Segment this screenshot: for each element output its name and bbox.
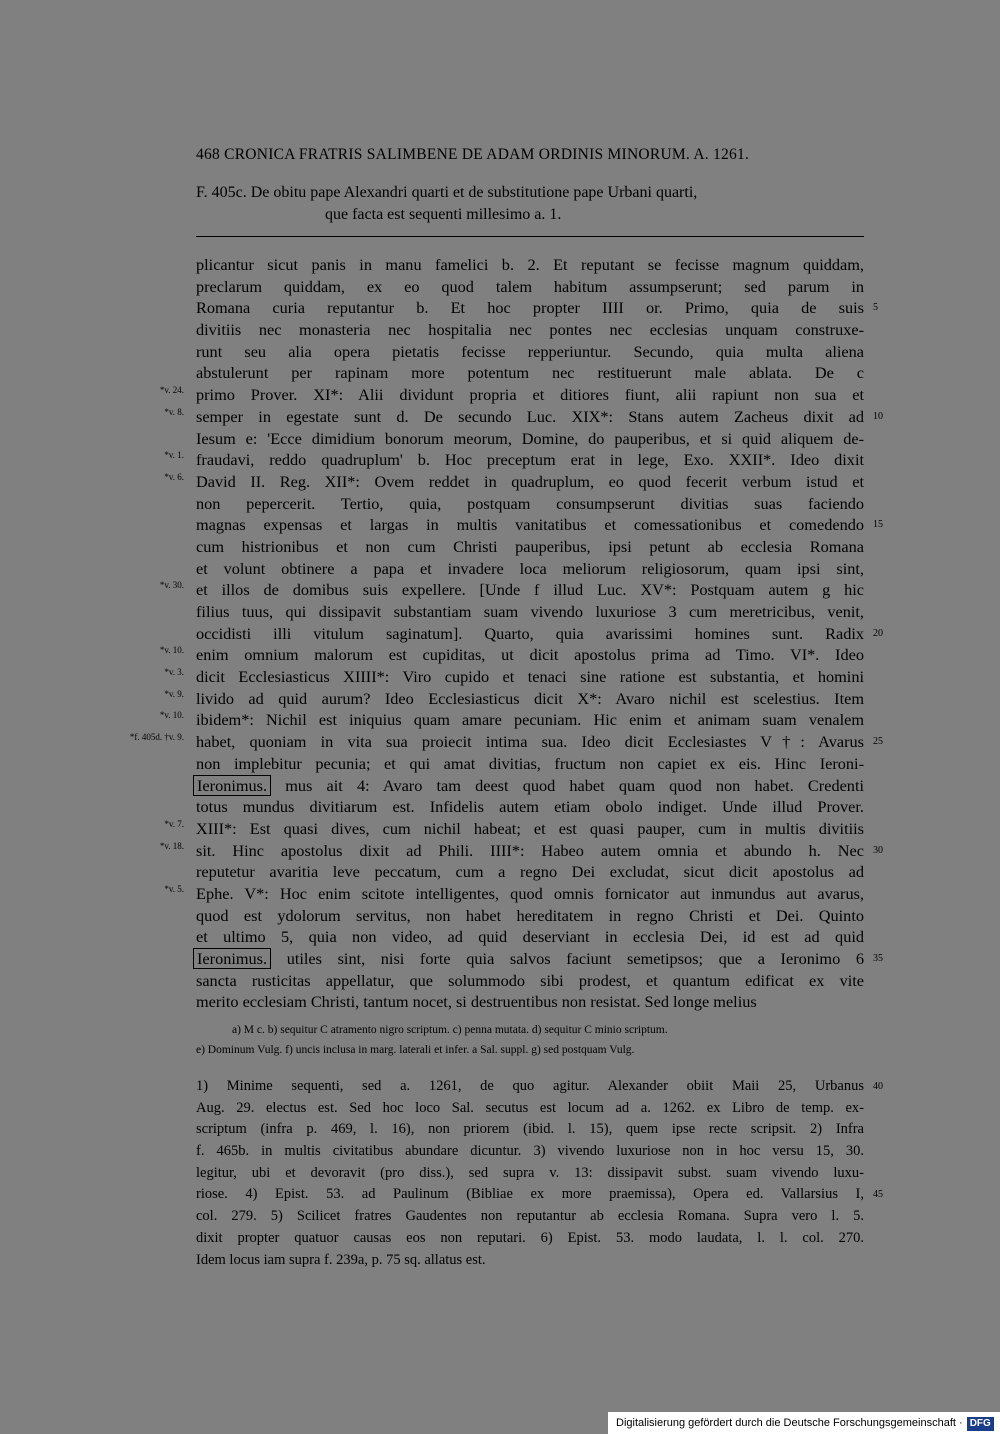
main-text-text: runt seu alia opera pietatis fecisse repperiuntur. Secundo, quia multa aliena (196, 341, 864, 361)
margin-reference: *v. 9. (164, 688, 184, 699)
main-text-line (196, 775, 864, 797)
main-text-text: et volunt obtinere a papa et invadere loca meliorum religiosorum, quam ipsi sint, (196, 558, 864, 578)
heading-rule (196, 236, 864, 237)
main-text-line (159, 579, 864, 601)
main-text-text: preclarum quiddam, ex eo quod talem habitum assumpserunt; sed parum in (196, 276, 864, 296)
main-text-text: utiles sint, nisi forte quia salvos faciunt semetipsos; que a Ieronimo 6 (286, 949, 864, 968)
note-text: Aug. 29. electus est. Sed hoc loco Sal. secutus est locum ad a. 1262. ex Libro de temp. ex- (196, 1099, 864, 1116)
main-text-line (196, 861, 864, 883)
main-text-text: abstulerunt per rapinam more potentum nec restituerunt male ablata. De c (196, 363, 864, 383)
main-text-text: sancta rusticitas appellatur, que solummodo sibi prodest, et quantum edificat ex vite (196, 970, 864, 990)
main-text-line (159, 644, 864, 666)
dfg-logo: DFG (967, 1417, 994, 1431)
main-text-line (196, 319, 864, 341)
boxed-marginal-name: Ieronimus. (193, 775, 271, 796)
note-line (196, 1119, 864, 1141)
main-text-text: et illos de domibus suis expellere. [Unde f illud Luc. XV*: Postquam autem g hic (196, 580, 864, 600)
line-number: 40 (873, 1081, 883, 1092)
main-text-text: David II. Reg. XII*: Ovem reddet in quadruplum, eo quod fecerit verbum istud et (196, 471, 864, 491)
main-text-text: Ephe. V*: Hoc enim scitote intelligentes, quod omnis fornicator aut inmundus aut avarus, (196, 883, 864, 903)
note-line (196, 1076, 883, 1098)
line-number: 45 (873, 1189, 883, 1201)
main-text-line (196, 970, 864, 992)
main-text-text: fraudavi, reddo quadruplum' b. Hoc preceptum erat in lege, Exo. XXII*. Ideo dixit (196, 450, 864, 470)
margin-reference: *f. 405d. †v. 9. (129, 732, 184, 743)
note-line (196, 1098, 864, 1120)
main-text-line (196, 428, 864, 450)
main-text-line (196, 493, 864, 515)
main-text-text: XIII*: Est quasi dives, cum nichil habeat; et est quasi pauper, cum in multis divitiis (196, 818, 864, 838)
main-text-text: et ultimo 5, quia non video, ad quid deserviant in ecclesia Dei, id est ad quid (196, 927, 864, 947)
note-text: riose. 4) Epist. 53. ad Paulinum (Bibliae ex more praemissa), Opera ed. Vallarsius I, (196, 1186, 864, 1203)
main-text-text: totus mundus divitiarum est. Infidelis autem etiam obolo indiget. Unde illud Prover. (196, 797, 864, 817)
margin-reference: *v. 8. (164, 406, 184, 417)
main-text-text: semper in egestate sunt d. De secundo Luc. XIX*: Stans autem Zacheus dixit ad (196, 406, 864, 426)
margin-reference: *v. 6. (164, 471, 184, 482)
main-text-text: quod est ydolorum servitus, non habet hereditatem in regno Christi et Dei. Quinto (196, 905, 864, 925)
note-text: scriptum (infra p. 469, l. 16), non priorem (ibid. l. 15), quem ipse recte scripsit. 2) Infra (196, 1121, 864, 1138)
editorial-notes (196, 1076, 883, 1271)
line-number: 5 (873, 302, 878, 314)
margin-reference: *v. 1. (164, 450, 184, 461)
note-text: dixit propter quatuor causas eos non reputari. 6) Epist. 53. modo laudata, l. l. col. 270. (196, 1229, 864, 1246)
main-text-line (159, 840, 883, 862)
main-text-text: non pepercerit. Tertio, quia, postquam consumpserunt divitias suas faciendo (196, 493, 864, 513)
main-text-line (159, 709, 864, 731)
main-text-text: Romana curia reputantur b. Et hoc propter IIII or. Primo, quia de suis (196, 298, 864, 318)
main-text-text: merito ecclesiam Christi, tantum nocet, si destruentibus non resistat. Sed longe melius (196, 992, 757, 1012)
margin-reference: *v. 7. (164, 818, 184, 829)
main-text-line (196, 926, 864, 948)
digitization-credit (608, 1412, 1000, 1434)
margin-reference: *v. 30. (159, 580, 184, 591)
main-text-line (196, 536, 864, 558)
main-text-line (196, 254, 864, 276)
line-number: 30 (873, 844, 883, 856)
main-text-line (196, 558, 864, 580)
main-text-line (196, 276, 864, 298)
main-text-text: plicantur sicut panis in manu famelici b. 2. Et reputant se fecisse magnum quiddam, (196, 255, 864, 274)
apparatus-line-2: e) Dominum Vulg. f) uncis inclusa in marg. laterali et infer. a Sal. suppl. g) sed postquam Vulg. (196, 1044, 635, 1056)
main-text-line (196, 601, 864, 623)
note-line (196, 1141, 864, 1163)
main-text-text: sit. Hinc apostolus dixit ad Phili. IIII*: Habeo autem omnia et abundo h. Nec (196, 840, 864, 860)
margin-reference: *v. 10. (159, 645, 184, 656)
main-text-text: enim omnium malorum est cupiditas, ut dicit apostolus prima ad Timo. VI*. Ideo (196, 645, 864, 665)
note-line (196, 1163, 864, 1185)
main-text-line (159, 384, 864, 406)
main-text-text: Iesum e: 'Ecce dimidium bonorum meorum, Domine, do pauperibus, et si quid aliquem de- (196, 428, 864, 448)
main-text-line (129, 731, 883, 753)
main-text-line (196, 297, 878, 319)
main-text-line (196, 948, 883, 970)
main-text-text: dicit Ecclesiasticus XIIII*: Viro cupido et tenaci sine ratione est substantia, et homini (196, 667, 864, 687)
note-line (196, 1184, 883, 1206)
main-text-line (196, 623, 883, 645)
main-text-line (164, 449, 864, 471)
note-line (196, 1228, 864, 1250)
main-text (129, 254, 883, 1013)
running-head: 468 CRONICA FRATRIS SALIMBENE DE ADAM ORDINIS MINORUM. A. 1261. (196, 146, 750, 163)
chapter-heading-line-2: que facta est sequenti millesimo a. 1. (325, 206, 562, 223)
main-text-line (164, 666, 864, 688)
main-text-text: habet, quoniam in vita sua proiecit intima sua. Ideo dicit Ecclesiastes V†: Avarus (196, 732, 864, 752)
note-text: Idem locus iam supra f. 239a, p. 75 sq. allatus est. (196, 1251, 486, 1268)
main-text-line (196, 514, 883, 536)
main-text-line (196, 991, 864, 1013)
main-text-text: filius tuus, qui dissipavit substantiam suam vivendo luxuriose 3 cum meretricibus, venit, (196, 602, 864, 621)
boxed-marginal-name: Ieronimus. (193, 948, 271, 969)
main-text-line (164, 818, 864, 840)
margin-reference: *v. 10. (159, 710, 184, 721)
main-text-line (196, 796, 864, 818)
note-line (196, 1206, 864, 1228)
margin-reference: *v. 24. (159, 385, 184, 396)
apparatus-line-1: a) M c. b) sequitur C atramento nigro scriptum. c) penna mutata. d) sequitur C minio scriptum. (232, 1024, 668, 1036)
main-text-line (164, 406, 883, 428)
main-text-text: ibidem*: Nichil est iniquius quam amare pecuniam. Hic enim et animam suam venalem (196, 710, 864, 730)
main-text-text: cum histrionibus et non cum Christi pauperibus, ipsi petunt ab ecclesia Romana (196, 536, 864, 556)
main-text-text: divitiis nec monasteria nec hospitalia nec pontes nec ecclesias unquam construxe- (196, 320, 864, 340)
note-text: col. 279. 5) Scilicet fratres Gaudentes non reputantur ab ecclesia Romana. Supra vero l. 5. (196, 1208, 864, 1225)
line-number: 35 (873, 953, 883, 964)
note-text: legitur, ubi et devoravit (pro diss.), sed supra v. 13: dissipavit subst. suam vivendo luxu- (196, 1164, 864, 1181)
main-text-line (164, 471, 864, 493)
line-number: 15 (873, 519, 883, 531)
main-text-line (196, 362, 864, 384)
line-number: 25 (873, 736, 883, 748)
line-number: 10 (873, 410, 883, 422)
line-number: 20 (873, 627, 883, 639)
main-text-text: mus ait 4: Avaro tam deest quod habet quam quod non habet. Credenti (285, 775, 864, 795)
note-text: 1) Minime sequenti, sed a. 1261, de quo agitur. Alexander obiit Maii 25, Urbanus (196, 1078, 864, 1094)
main-text-text: occidisti illi vitulum saginatum]. Quarto, quia avarissimi homines sunt. Radix (196, 623, 864, 643)
margin-reference: *v. 5. (164, 883, 184, 894)
margin-reference: *v. 18. (159, 840, 184, 851)
main-text-line (164, 688, 864, 710)
main-text-text: primo Prover. XI*: Alii dividunt propria et ditiores fiunt, alii rapiunt non sua et (196, 385, 864, 405)
main-text-text: reputetur avaritia leve peccatum, cum a regno Dei excludat, sicut dicit apostolus ad (196, 862, 864, 882)
main-text-line (196, 905, 864, 927)
main-text-text: non implebitur pecunia; et qui amat divitias, fructum non capiet ex eis. Hinc Ieroni- (196, 753, 864, 773)
main-text-text: magnas expensas et largas in multis vanitatibus et comessationibus et comedendo (196, 515, 864, 535)
credit-text: Digitalisierung gefördert durch die Deutsche Forschungsgemeinschaft · (616, 1417, 963, 1429)
margin-reference: *v. 3. (164, 667, 184, 678)
main-text-line (196, 753, 864, 775)
main-text-line (196, 341, 864, 363)
main-text-text: livido ad quid aurum? Ideo Ecclesiasticus dicit X*: Avaro nichil est scelestius. Item (196, 688, 864, 708)
chapter-heading-line-1: F. 405c. De obitu pape Alexandri quarti et de substitutione pape Urbani quarti, (196, 184, 698, 201)
note-line (196, 1250, 864, 1272)
main-text-line (164, 883, 864, 905)
note-text: f. 465b. in multis civitatibus abundare dicuntur. 3) vivendo luxuriose non in hoc versu 15, 30. (196, 1143, 864, 1160)
